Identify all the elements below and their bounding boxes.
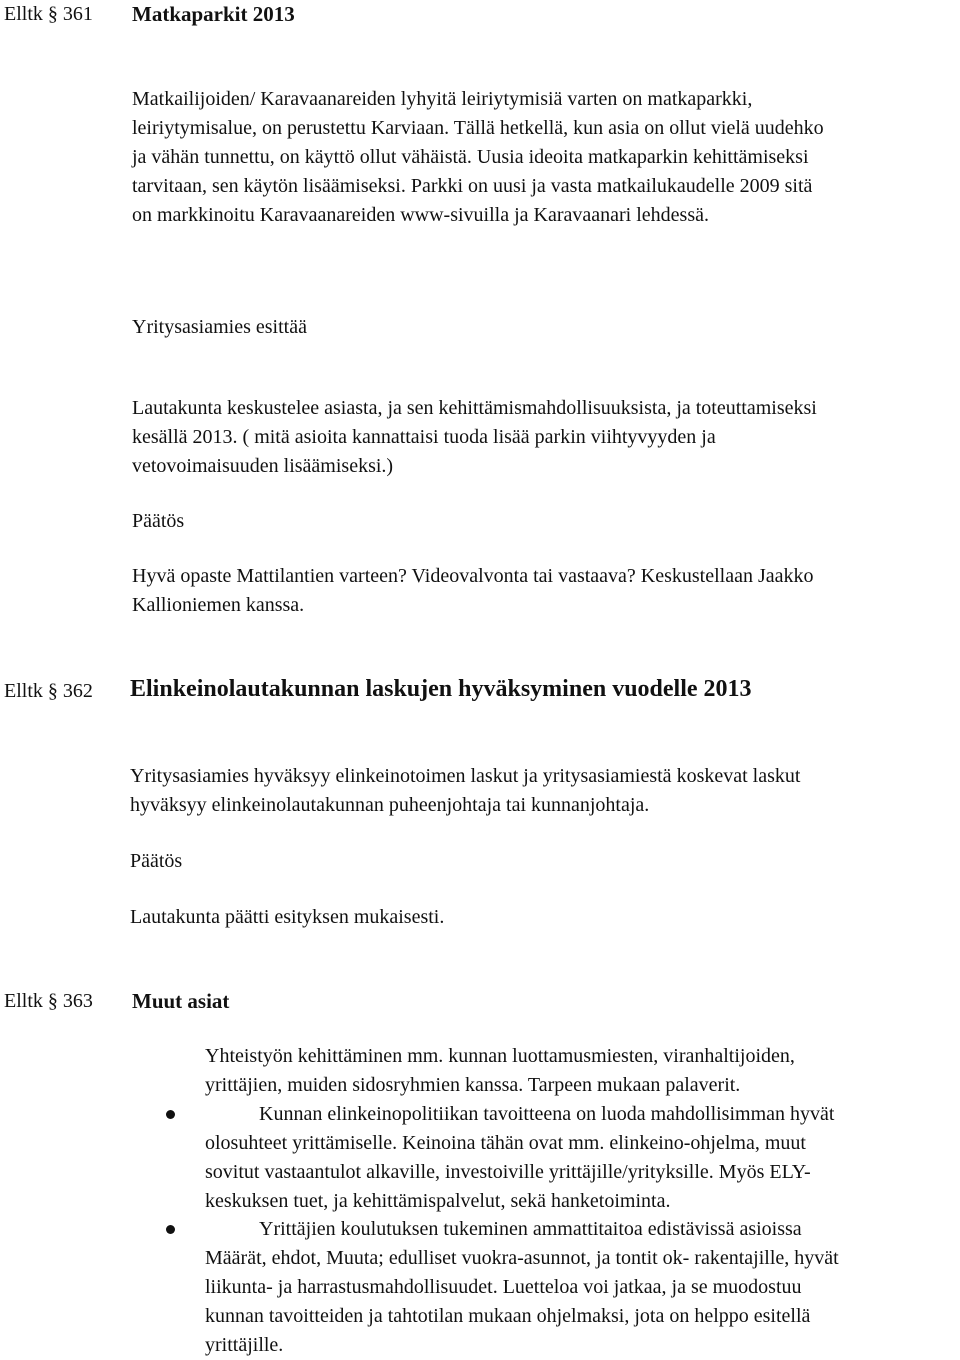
section-361-proposer-heading: Yritysasiamies esittää [132, 316, 307, 338]
paragraph-line: vetovoimaisuuden lisäämiseksi.) [132, 455, 394, 477]
paragraph-line: kesällä 2013. ( mitä asioita kannattaisi tuoda lisää parkin viihtyvyyden ja [132, 426, 716, 448]
bullet-icon [166, 1110, 175, 1119]
paragraph-line: kunnan tavoitteiden ja tahtotilan mukaan ohjelmaksi, jota on helppo esitellä [205, 1305, 811, 1327]
paragraph-line: liikunta- ja harrastusmahdollisuudet. Luetteloa voi jatkaa, ja se muodostuu [205, 1276, 802, 1298]
list-item-lead: Yrittäjien koulutuksen tukeminen ammattitaitoa edistävissä asioissa [259, 1218, 802, 1240]
list-item [205, 1215, 955, 1360]
paragraph-line: Määrät, ehdot, Muuta; edulliset vuokra-asunnot, ja tontit ok- rakentajille, hyvät [205, 1247, 839, 1269]
paragraph-line: Lautakunta keskustelee asiasta, ja sen kehittämismahdollisuuksista, ja toteuttamiseksi [132, 397, 817, 419]
paragraph-line: ja vähän tunnettu, on käyttö ollut vähäistä. Uusia ideoita matkaparkin kehittämiseksi [132, 146, 809, 168]
paragraph-line: keskuksen tuet, ja kehittämispalvelut, sekä hanketoiminta. [205, 1190, 671, 1212]
paragraph-line: Matkailijoiden/ Karavaanareiden lyhyitä leiriytymisiä varten on matkaparkki, [132, 88, 753, 110]
bullet-icon [166, 1225, 175, 1234]
paragraph-line: on markkinoitu Karavaanareiden www-sivuilla ja Karavaanari lehdessä. [132, 204, 709, 226]
section-363-title: Muut asiat [132, 989, 230, 1013]
section-363-ref: Elltk § 363 [4, 990, 93, 1012]
paragraph-line: Hyvä opaste Mattilantien varteen? Videovalvonta tai vastaava? Keskustellaan Jaakko [132, 565, 814, 587]
paragraph-line: Yhteistyön kehittäminen mm. kunnan luottamusmiesten, viranhaltijoiden, [205, 1045, 795, 1067]
section-361-decision [132, 562, 957, 620]
section-361-intro [132, 85, 957, 230]
list-item [205, 1100, 955, 1216]
section-362-decision-label: Päätös [130, 850, 183, 872]
paragraph-line: leiriytymisalue, on perustettu Karviaan. Tällä hetkellä, kun asia on ollut vielä uudehko [132, 117, 824, 139]
paragraph-line: Kallioniemen kanssa. [132, 594, 305, 616]
paragraph-line: sovitut vastaantulot alkaville, investoiville yrittäjille/yrityksille. Myös ELY- [205, 1161, 811, 1183]
section-362-decision: Lautakunta päätti esityksen mukaisesti. [130, 906, 445, 928]
section-361-decision-label: Päätös [132, 510, 185, 532]
section-361-ref: Elltk § 361 [4, 3, 93, 25]
paragraph-line: yrittäjille. [205, 1334, 284, 1356]
paragraph-line: yrittäjien, muiden sidosryhmien kanssa. Tarpeen mukaan palaverit. [205, 1074, 741, 1096]
list-item-lead: Kunnan elinkeinopolitiikan tavoitteena on luoda mahdollisimman hyvät [259, 1103, 835, 1125]
section-362-body [130, 762, 955, 820]
paragraph-line: Yritysasiamies hyväksyy elinkeinotoimen laskut ja yritysasiamiestä koskevat laskut [130, 765, 801, 787]
section-363-intro [205, 1042, 955, 1100]
paragraph-line: tarvitaan, sen käytön lisäämiseksi. Parkki on uusi ja vasta matkailukaudelle 2009 sitä [132, 175, 813, 197]
section-362-title: Elinkeinolautakunnan laskujen hyväksyminen vuodelle 2013 [130, 676, 752, 702]
section-361-title: Matkaparkit 2013 [132, 2, 295, 26]
section-361-proposal [132, 394, 957, 481]
paragraph-line: olosuhteet yrittämiselle. Keinoina tähän ovat mm. elinkeino-ohjelma, muut [205, 1132, 806, 1154]
section-362-ref: Elltk § 362 [4, 680, 93, 702]
paragraph-line: hyväksyy elinkeinolautakunnan puheenjohtaja tai kunnanjohtaja. [130, 794, 650, 816]
